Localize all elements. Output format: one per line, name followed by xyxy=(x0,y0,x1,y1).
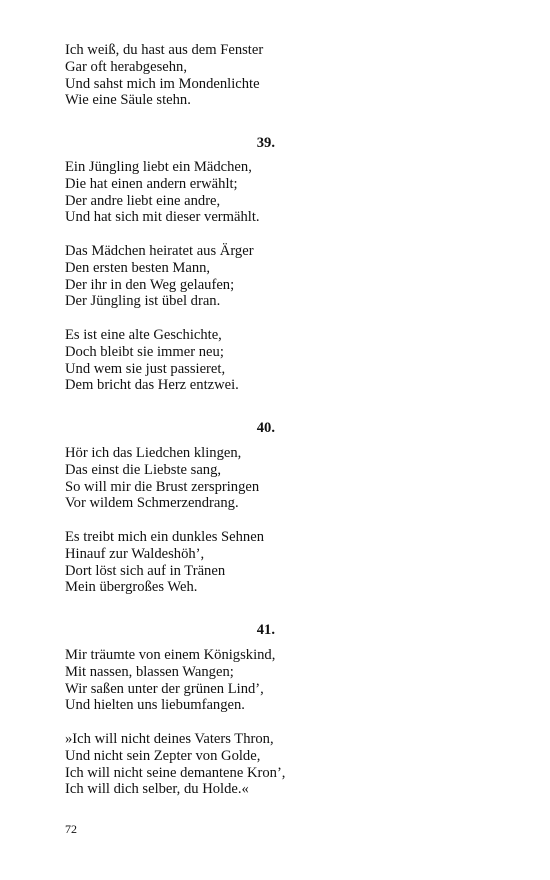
verse-line: Wie eine Säule stehn. xyxy=(65,92,191,109)
stanza xyxy=(65,731,485,798)
verse-line: Und wem sie just passieret, xyxy=(65,360,226,377)
stanza xyxy=(65,327,485,394)
verse-line: Das Mädchen heiratet aus Ärger xyxy=(65,243,254,259)
verse-line: Vor wildem Schmerzendrang. xyxy=(65,495,239,512)
poem-number: 40. xyxy=(256,420,275,436)
stanza xyxy=(65,445,485,512)
verse-line: Mein übergroßes Weh. xyxy=(65,579,198,596)
verse-line: So will mir die Brust zerspringen xyxy=(65,478,260,495)
verse-line: Der Jüngling ist übel dran. xyxy=(65,293,221,310)
verse-line: Und nicht sein Zepter von Golde, xyxy=(65,747,261,764)
poem-number: 39. xyxy=(256,135,275,151)
verse-line: Mit nassen, blassen Wangen; xyxy=(65,663,234,680)
verse-line: Und hat sich mit dieser vermählt. xyxy=(65,209,260,226)
verse-line: Der ihr in den Weg gelaufen; xyxy=(65,276,235,293)
stanza xyxy=(65,159,485,226)
verse-line: Den ersten besten Mann, xyxy=(65,259,211,276)
verse-line: Der andre liebt eine andre, xyxy=(65,192,221,209)
verse-line: Die hat einen andern erwählt; xyxy=(65,175,238,192)
verse-line: Dort löst sich auf in Tränen xyxy=(65,562,226,579)
verse-line: Hör ich das Liedchen klingen, xyxy=(65,445,242,461)
verse-line: Es ist eine alte Geschichte, xyxy=(65,327,222,343)
verse-line: Und hielten uns liebumfangen. xyxy=(65,697,245,714)
stanza xyxy=(65,243,485,310)
stanza xyxy=(65,529,485,596)
poem-number: 41. xyxy=(256,622,275,638)
verse-line: Doch bleibt sie immer neu; xyxy=(65,343,224,360)
verse-line: Mir träumte von einem Königskind, xyxy=(65,647,276,663)
verse-line: Und sahst mich im Mondenlichte xyxy=(65,75,260,92)
verse-line: Hinauf zur Waldeshöh’, xyxy=(65,545,205,562)
verse-line: Ein Jüngling liebt ein Mädchen, xyxy=(65,159,252,175)
verse-line: Ich will dich selber, du Holde.« xyxy=(65,781,249,798)
verse-line: Gar oft herabgesehn, xyxy=(65,58,187,75)
verse-line: »Ich will nicht deines Vaters Thron, xyxy=(65,731,274,747)
verse-line: Wir saßen unter der grünen Lind’, xyxy=(65,680,264,697)
verse-line: Dem bricht das Herz entzwei. xyxy=(65,377,239,394)
verse-line: Ich weiß, du hast aus dem Fenster xyxy=(65,42,264,58)
verse-line: Das einst die Liebste sang, xyxy=(65,461,222,478)
verse-line: Es treibt mich ein dunkles Sehnen xyxy=(65,529,265,545)
stanza xyxy=(65,647,485,714)
verse-line: Ich will nicht seine demantene Kron’, xyxy=(65,764,286,781)
stanza xyxy=(65,42,485,109)
page-number: 72 xyxy=(65,822,77,836)
